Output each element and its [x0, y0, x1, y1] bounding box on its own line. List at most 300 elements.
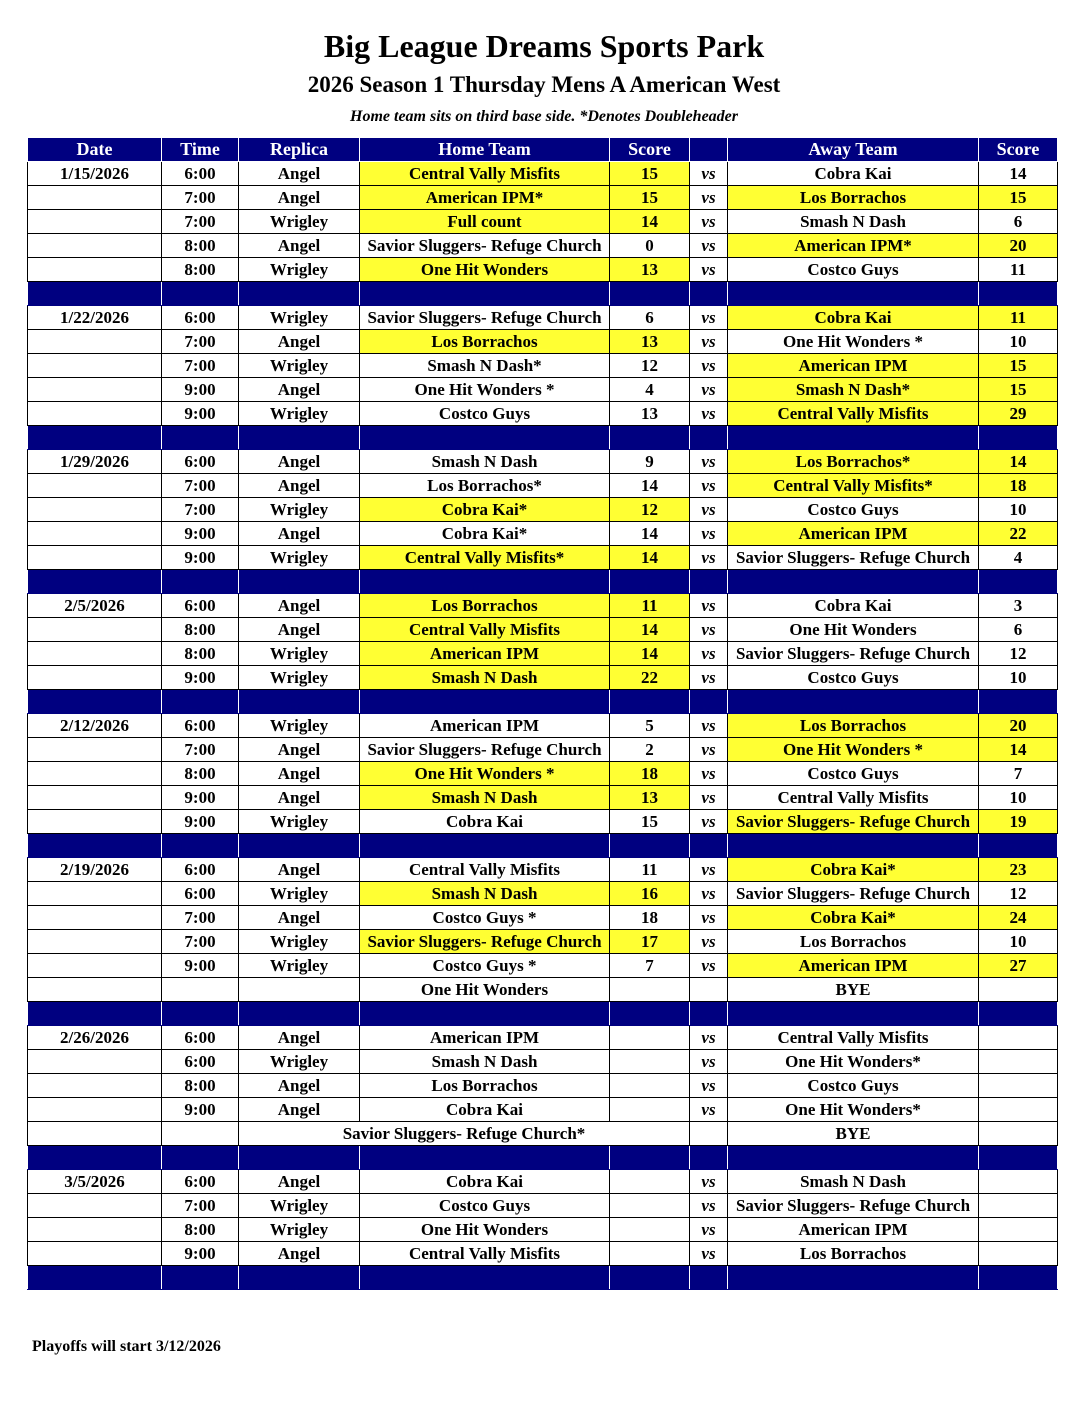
vs-cell: vs	[690, 474, 728, 498]
table-row	[28, 642, 1058, 666]
separator-cell	[690, 834, 728, 858]
separator-cell	[162, 1002, 239, 1026]
separator-cell	[610, 690, 690, 714]
week-separator-row	[28, 690, 1058, 714]
home-team-cell: Los Borrachos	[360, 594, 610, 618]
vs-cell: vs	[690, 306, 728, 330]
away-team-cell: Cobra Kai*	[728, 858, 979, 882]
date-cell: 2/12/2026	[28, 714, 162, 738]
date-cell: 2/26/2026	[28, 1026, 162, 1050]
away-team-cell: One Hit Wonders*	[728, 1098, 979, 1122]
replica-cell: Angel	[239, 450, 360, 474]
away-team-cell: Los Borrachos	[728, 714, 979, 738]
separator-cell	[979, 690, 1058, 714]
vs-cell: vs	[690, 1098, 728, 1122]
date-cell: 1/15/2026	[28, 162, 162, 186]
table-row	[28, 882, 1058, 906]
home-score-cell: 18	[610, 762, 690, 786]
away-score-cell: 11	[979, 306, 1058, 330]
table-row	[28, 906, 1058, 930]
home-score-cell	[610, 1074, 690, 1098]
date-cell	[28, 234, 162, 258]
date-cell	[28, 786, 162, 810]
vs-cell: vs	[690, 354, 728, 378]
separator-cell	[162, 570, 239, 594]
home-score-cell: 15	[610, 162, 690, 186]
vs-cell: vs	[690, 882, 728, 906]
table-row	[28, 1242, 1058, 1266]
away-score-cell: 10	[979, 498, 1058, 522]
vs-cell: vs	[690, 402, 728, 426]
week-separator-row	[28, 1002, 1058, 1026]
time-cell: 6:00	[162, 714, 239, 738]
date-cell	[28, 498, 162, 522]
replica-cell: Angel	[239, 522, 360, 546]
away-score-cell: 6	[979, 210, 1058, 234]
table-row	[28, 210, 1058, 234]
replica-cell: Wrigley	[239, 954, 360, 978]
home-score-cell: 6	[610, 306, 690, 330]
separator-cell	[162, 834, 239, 858]
replica-cell: Wrigley	[239, 882, 360, 906]
vs-cell: vs	[690, 1242, 728, 1266]
away-score-cell: 27	[979, 954, 1058, 978]
home-score-cell: 13	[610, 258, 690, 282]
vs-cell: vs	[690, 210, 728, 234]
away-team-cell: Smash N Dash*	[728, 378, 979, 402]
home-team-cell: Cobra Kai	[360, 1170, 610, 1194]
away-team-cell: Costco Guys	[728, 498, 979, 522]
away-team-cell: One Hit Wonders *	[728, 330, 979, 354]
home-team-cell: One Hit Wonders	[360, 258, 610, 282]
date-cell	[28, 1242, 162, 1266]
vs-cell: vs	[690, 1050, 728, 1074]
home-team-cell: Savior Sluggers- Refuge Church	[360, 738, 610, 762]
separator-cell	[239, 426, 360, 450]
separator-cell	[28, 690, 162, 714]
vs-cell: vs	[690, 1074, 728, 1098]
week-separator-row	[28, 834, 1058, 858]
date-cell	[28, 1122, 162, 1146]
replica-cell: Wrigley	[239, 210, 360, 234]
vs-cell	[690, 1122, 728, 1146]
away-score-cell	[979, 1122, 1058, 1146]
table-row	[28, 186, 1058, 210]
home-team-cell: Smash N Dash	[360, 882, 610, 906]
separator-cell	[360, 282, 610, 306]
separator-cell	[979, 1146, 1058, 1170]
separator-cell	[28, 834, 162, 858]
home-score-cell	[610, 1194, 690, 1218]
separator-cell	[610, 570, 690, 594]
time-cell: 6:00	[162, 1170, 239, 1194]
vs-cell: vs	[690, 1194, 728, 1218]
home-score-cell	[610, 1170, 690, 1194]
week-separator-row	[28, 570, 1058, 594]
separator-cell	[162, 426, 239, 450]
col-header-vs	[690, 138, 728, 162]
schedule-table	[27, 137, 1058, 1290]
away-score-cell	[979, 1218, 1058, 1242]
replica-cell: Angel	[239, 618, 360, 642]
separator-cell	[360, 834, 610, 858]
week-separator-row	[28, 1146, 1058, 1170]
away-team-cell: Los Borrachos	[728, 186, 979, 210]
time-cell: 7:00	[162, 1194, 239, 1218]
replica-cell: Angel	[239, 1242, 360, 1266]
table-row	[28, 1122, 1058, 1146]
table-row	[28, 450, 1058, 474]
home-team-cell: Smash N Dash	[360, 1050, 610, 1074]
separator-cell	[162, 690, 239, 714]
table-header-row	[28, 138, 1058, 162]
home-score-cell	[610, 1098, 690, 1122]
home-team-cell: Costco Guys *	[360, 954, 610, 978]
separator-cell	[690, 1146, 728, 1170]
date-cell	[28, 1050, 162, 1074]
table-row	[28, 474, 1058, 498]
away-team-cell: Savior Sluggers- Refuge Church	[728, 882, 979, 906]
date-cell	[28, 810, 162, 834]
table-row	[28, 234, 1058, 258]
away-score-cell: 23	[979, 858, 1058, 882]
away-score-cell: 10	[979, 330, 1058, 354]
away-score-cell: 22	[979, 522, 1058, 546]
away-team-cell: Savior Sluggers- Refuge Church	[728, 810, 979, 834]
away-team-cell: Central Vally Misfits	[728, 402, 979, 426]
vs-cell: vs	[690, 738, 728, 762]
replica-cell: Wrigley	[239, 258, 360, 282]
away-score-cell: 18	[979, 474, 1058, 498]
table-row	[28, 162, 1058, 186]
separator-cell	[28, 282, 162, 306]
replica-cell: Wrigley	[239, 1050, 360, 1074]
separator-cell	[162, 1266, 239, 1290]
date-cell	[28, 354, 162, 378]
away-score-cell: 15	[979, 354, 1058, 378]
replica-cell: Angel	[239, 906, 360, 930]
date-cell: 2/19/2026	[28, 858, 162, 882]
away-score-cell: 14	[979, 450, 1058, 474]
page-title: Big League Dreams Sports Park	[323, 28, 765, 64]
replica-cell: Wrigley	[239, 810, 360, 834]
vs-cell: vs	[690, 786, 728, 810]
date-cell	[28, 474, 162, 498]
replica-cell: Wrigley	[239, 546, 360, 570]
separator-cell	[28, 1146, 162, 1170]
replica-cell: Wrigley	[239, 354, 360, 378]
away-score-cell: 20	[979, 714, 1058, 738]
col-header-home-score: Score	[610, 138, 690, 162]
home-score-cell: 14	[610, 522, 690, 546]
time-cell: 6:00	[162, 858, 239, 882]
away-score-cell: 4	[979, 546, 1058, 570]
date-cell	[28, 1074, 162, 1098]
table-row	[28, 546, 1058, 570]
time-cell: 9:00	[162, 954, 239, 978]
separator-cell	[360, 1266, 610, 1290]
home-score-cell	[610, 1050, 690, 1074]
home-score-cell: 12	[610, 498, 690, 522]
time-cell: 7:00	[162, 210, 239, 234]
replica-cell: Angel	[239, 1098, 360, 1122]
away-team-cell: BYE	[728, 978, 979, 1002]
away-team-cell: Costco Guys	[728, 762, 979, 786]
date-cell	[28, 762, 162, 786]
vs-cell: vs	[690, 762, 728, 786]
home-team-cell: One Hit Wonders *	[360, 378, 610, 402]
table-row	[28, 618, 1058, 642]
date-cell	[28, 210, 162, 234]
home-score-cell: 0	[610, 234, 690, 258]
separator-cell	[690, 1266, 728, 1290]
away-team-cell: Central Vally Misfits	[728, 786, 979, 810]
home-score-cell: 22	[610, 666, 690, 690]
home-score-cell: 9	[610, 450, 690, 474]
table-row	[28, 810, 1058, 834]
home-team-cell: Smash N Dash	[360, 666, 610, 690]
away-score-cell: 15	[979, 186, 1058, 210]
home-team-cell: Savior Sluggers- Refuge Church	[360, 930, 610, 954]
home-team-cell: Smash N Dash*	[360, 354, 610, 378]
vs-cell: vs	[690, 234, 728, 258]
date-cell: 1/22/2026	[28, 306, 162, 330]
home-score-cell: 11	[610, 858, 690, 882]
replica-cell: Angel	[239, 786, 360, 810]
home-score-cell: 14	[610, 618, 690, 642]
away-team-cell: Smash N Dash	[728, 210, 979, 234]
table-row	[28, 258, 1058, 282]
vs-cell: vs	[690, 810, 728, 834]
home-score-cell: 14	[610, 546, 690, 570]
home-score-cell	[610, 1218, 690, 1242]
replica-cell: Wrigley	[239, 666, 360, 690]
separator-cell	[728, 570, 979, 594]
home-score-cell: 15	[610, 186, 690, 210]
home-team-cell: Los Borrachos	[360, 1074, 610, 1098]
table-row	[28, 522, 1058, 546]
week-separator-row	[28, 426, 1058, 450]
separator-cell	[239, 282, 360, 306]
vs-cell: vs	[690, 1170, 728, 1194]
vs-cell: vs	[690, 714, 728, 738]
away-team-cell: Smash N Dash	[728, 1170, 979, 1194]
table-row	[28, 1050, 1058, 1074]
separator-cell	[360, 1146, 610, 1170]
home-score-cell: 14	[610, 210, 690, 234]
replica-cell: Angel	[239, 330, 360, 354]
date-cell	[28, 186, 162, 210]
away-score-cell	[979, 1194, 1058, 1218]
away-team-cell: Cobra Kai	[728, 306, 979, 330]
separator-cell	[360, 426, 610, 450]
col-header-away-score: Score	[979, 138, 1058, 162]
home-score-cell: 5	[610, 714, 690, 738]
table-row	[28, 978, 1058, 1002]
away-score-cell: 20	[979, 234, 1058, 258]
date-cell: 1/29/2026	[28, 450, 162, 474]
table-row	[28, 786, 1058, 810]
separator-cell	[979, 1002, 1058, 1026]
table-row	[28, 666, 1058, 690]
replica-cell: Angel	[239, 738, 360, 762]
table-row	[28, 402, 1058, 426]
separator-cell	[162, 1146, 239, 1170]
replica-cell: Angel	[239, 1170, 360, 1194]
away-team-cell: Cobra Kai	[728, 594, 979, 618]
time-cell: 7:00	[162, 186, 239, 210]
date-cell	[28, 1218, 162, 1242]
time-cell: 7:00	[162, 474, 239, 498]
away-score-cell	[979, 1050, 1058, 1074]
home-team-cell: Costco Guys *	[360, 906, 610, 930]
vs-cell: vs	[690, 618, 728, 642]
time-cell: 9:00	[162, 378, 239, 402]
home-team-cell: One Hit Wonders *	[360, 762, 610, 786]
replica-cell: Wrigley	[239, 642, 360, 666]
replica-cell: Angel	[239, 234, 360, 258]
col-header-replica: Replica	[239, 138, 360, 162]
away-team-cell: Savior Sluggers- Refuge Church	[728, 642, 979, 666]
time-cell: 9:00	[162, 1098, 239, 1122]
col-header-away-team: Away Team	[728, 138, 979, 162]
away-score-cell: 10	[979, 786, 1058, 810]
home-score-cell: 18	[610, 906, 690, 930]
away-score-cell	[979, 1098, 1058, 1122]
home-score-cell: 15	[610, 810, 690, 834]
replica-cell	[239, 978, 360, 1002]
separator-cell	[610, 1002, 690, 1026]
home-team-cell: Central Vally Misfits	[360, 858, 610, 882]
table-row	[28, 858, 1058, 882]
home-team-cell: American IPM	[360, 1026, 610, 1050]
away-team-cell: BYE	[728, 1122, 979, 1146]
home-score-cell: 17	[610, 930, 690, 954]
separator-cell	[28, 1002, 162, 1026]
away-score-cell	[979, 1074, 1058, 1098]
replica-cell: Angel	[239, 186, 360, 210]
vs-cell: vs	[690, 546, 728, 570]
separator-cell	[239, 1002, 360, 1026]
away-team-cell: American IPM	[728, 354, 979, 378]
away-team-cell: Los Borrachos	[728, 1242, 979, 1266]
col-header-home-team: Home Team	[360, 138, 610, 162]
date-cell	[28, 882, 162, 906]
home-score-cell: 2	[610, 738, 690, 762]
away-team-cell: Savior Sluggers- Refuge Church	[728, 1194, 979, 1218]
away-team-cell: Cobra Kai	[728, 162, 979, 186]
vs-cell: vs	[690, 906, 728, 930]
separator-cell	[728, 690, 979, 714]
replica-cell: Angel	[239, 594, 360, 618]
separator-cell	[690, 1002, 728, 1026]
home-team-cell: One Hit Wonders	[360, 1218, 610, 1242]
separator-cell	[28, 570, 162, 594]
away-score-cell	[979, 978, 1058, 1002]
time-cell: 7:00	[162, 354, 239, 378]
replica-cell: Wrigley	[239, 402, 360, 426]
schedule-body	[28, 162, 1058, 1290]
date-cell	[28, 546, 162, 570]
replica-cell: Angel	[239, 762, 360, 786]
table-row	[28, 330, 1058, 354]
time-cell: 6:00	[162, 162, 239, 186]
separator-cell	[239, 690, 360, 714]
separator-cell	[690, 426, 728, 450]
away-team-cell: Costco Guys	[728, 666, 979, 690]
replica-cell: Wrigley	[239, 714, 360, 738]
date-cell	[28, 954, 162, 978]
away-score-cell: 29	[979, 402, 1058, 426]
separator-cell	[610, 834, 690, 858]
away-team-cell: American IPM	[728, 954, 979, 978]
table-row	[28, 354, 1058, 378]
home-team-cell: Central Vally Misfits	[360, 618, 610, 642]
vs-cell: vs	[690, 1026, 728, 1050]
home-team-cell: Cobra Kai*	[360, 498, 610, 522]
time-cell: 6:00	[162, 450, 239, 474]
away-team-cell: American IPM	[728, 522, 979, 546]
away-score-cell: 7	[979, 762, 1058, 786]
separator-cell	[979, 1266, 1058, 1290]
home-score-cell: 13	[610, 786, 690, 810]
separator-cell	[728, 834, 979, 858]
home-team-cell: Smash N Dash	[360, 786, 610, 810]
separator-cell	[239, 570, 360, 594]
away-team-cell: Central Vally Misfits	[728, 1026, 979, 1050]
table-row	[28, 1218, 1058, 1242]
page-note: Home team sits on third base side. *Denotes Doubleheader	[350, 108, 738, 125]
home-team-cell: One Hit Wonders	[360, 978, 610, 1002]
table-row	[28, 498, 1058, 522]
away-score-cell: 19	[979, 810, 1058, 834]
separator-cell	[979, 282, 1058, 306]
time-cell: 9:00	[162, 666, 239, 690]
time-cell: 8:00	[162, 258, 239, 282]
separator-cell	[728, 282, 979, 306]
vs-cell: vs	[690, 258, 728, 282]
away-team-cell: Cobra Kai*	[728, 906, 979, 930]
replica-cell: Angel	[239, 474, 360, 498]
away-team-cell: One Hit Wonders *	[728, 738, 979, 762]
home-team-cell: Central Vally Misfits	[360, 162, 610, 186]
vs-cell: vs	[690, 186, 728, 210]
time-cell: 9:00	[162, 786, 239, 810]
home-team-cell: Cobra Kai	[360, 1098, 610, 1122]
replica-cell: Wrigley	[239, 306, 360, 330]
time-cell: 9:00	[162, 402, 239, 426]
vs-cell: vs	[690, 450, 728, 474]
home-score-cell	[610, 1026, 690, 1050]
home-team-cell: Cobra Kai	[360, 810, 610, 834]
away-score-cell: 24	[979, 906, 1058, 930]
vs-cell: vs	[690, 162, 728, 186]
home-score-cell: 11	[610, 594, 690, 618]
separator-cell	[360, 1002, 610, 1026]
away-team-cell: One Hit Wonders*	[728, 1050, 979, 1074]
vs-cell: vs	[690, 858, 728, 882]
separator-cell	[728, 426, 979, 450]
away-score-cell: 14	[979, 738, 1058, 762]
col-header-time: Time	[162, 138, 239, 162]
separator-cell	[690, 690, 728, 714]
time-cell: 8:00	[162, 1218, 239, 1242]
replica-cell: Angel	[239, 858, 360, 882]
time-cell: 7:00	[162, 330, 239, 354]
home-team-cell: American IPM	[360, 714, 610, 738]
time-cell	[162, 1122, 239, 1146]
time-cell: 9:00	[162, 1242, 239, 1266]
